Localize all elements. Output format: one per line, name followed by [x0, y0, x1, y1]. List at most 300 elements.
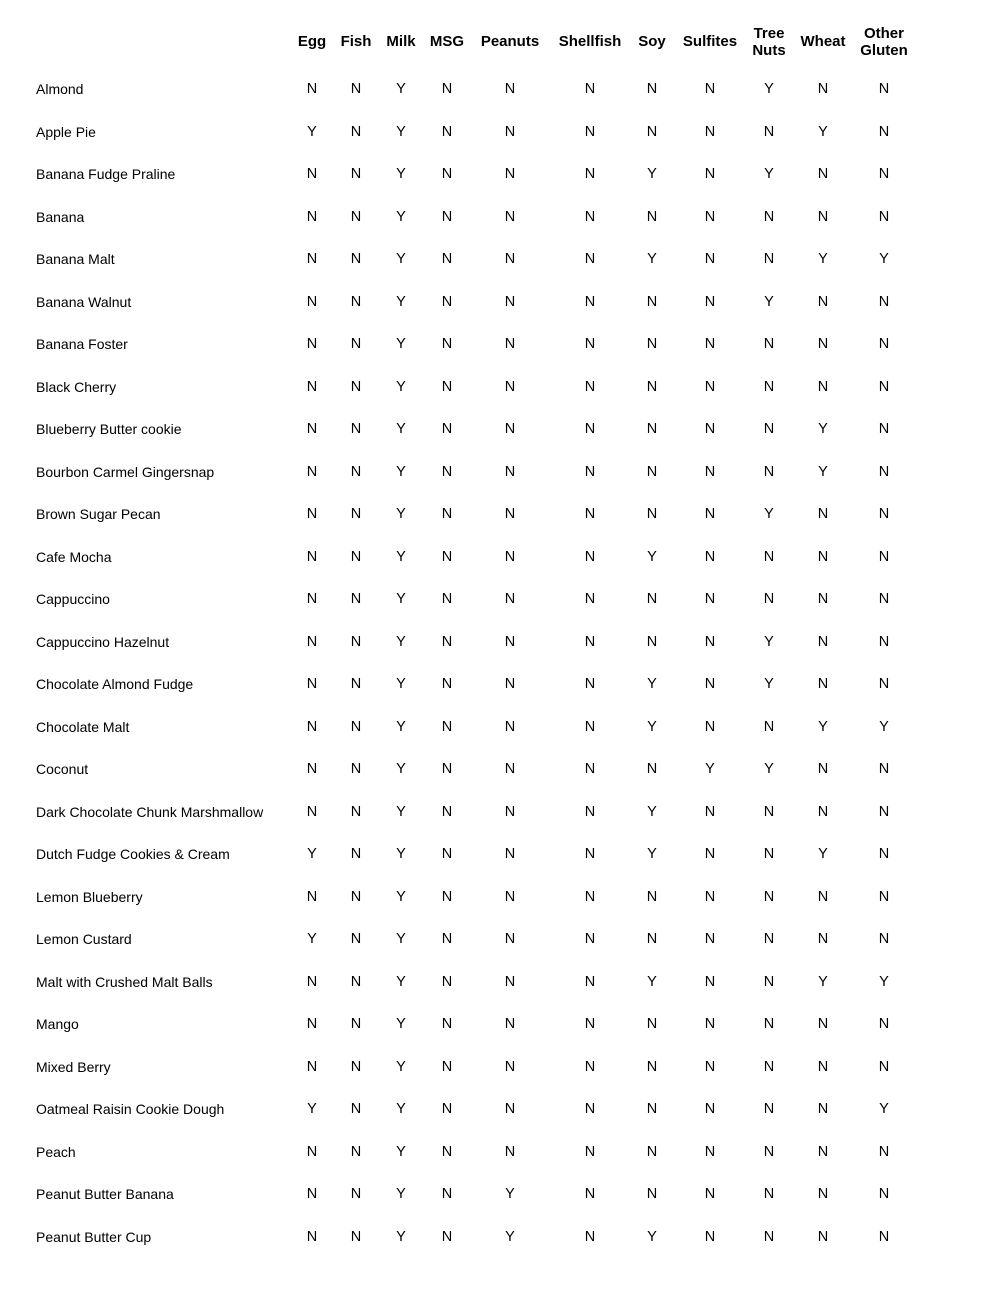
- allergen-value: N: [584, 251, 596, 268]
- allergen-value: N: [584, 1058, 596, 1075]
- allergen-value: N: [704, 123, 716, 140]
- allergen-value: N: [584, 846, 596, 863]
- allergen-value: N: [763, 421, 775, 438]
- allergen-value: N: [646, 506, 658, 523]
- allergen-value: Y: [647, 251, 657, 268]
- allergen-value: N: [646, 123, 658, 140]
- allergen-value: Y: [396, 293, 406, 310]
- allergen-value: N: [878, 803, 890, 820]
- allergen-value: N: [646, 421, 658, 438]
- allergen-value: Y: [818, 421, 828, 438]
- allergen-value: N: [817, 1058, 829, 1075]
- table-row: [0, 621, 914, 664]
- flavor-name: Chocolate Malt: [36, 718, 130, 735]
- flavor-name: Peanut Butter Cup: [36, 1228, 152, 1245]
- allergen-value: N: [306, 1186, 318, 1203]
- allergen-value: N: [584, 1101, 596, 1118]
- flavor-name: Lemon Custard: [36, 931, 132, 948]
- allergen-value: N: [441, 506, 453, 523]
- allergen-value: Y: [396, 251, 406, 268]
- allergen-value: N: [350, 81, 362, 98]
- allergen-value: Y: [647, 718, 657, 735]
- allergen-value: N: [763, 123, 775, 140]
- table-row: [0, 578, 914, 621]
- allergen-value: N: [817, 293, 829, 310]
- allergen-value: N: [441, 123, 453, 140]
- allergen-value: N: [441, 1101, 453, 1118]
- allergen-table: [0, 16, 914, 1258]
- allergen-value: N: [441, 293, 453, 310]
- allergen-value: N: [646, 1016, 658, 1033]
- allergen-value: Y: [879, 251, 889, 268]
- allergen-value: N: [646, 336, 658, 353]
- allergen-value: Y: [396, 1101, 406, 1118]
- allergen-value: N: [763, 548, 775, 565]
- header-row: [0, 16, 914, 68]
- column-header-msg: MSG: [429, 33, 465, 51]
- allergen-value: N: [817, 591, 829, 608]
- allergen-value: N: [350, 1016, 362, 1033]
- allergen-value: Y: [307, 846, 317, 863]
- allergen-value: N: [704, 548, 716, 565]
- allergen-value: N: [584, 208, 596, 225]
- allergen-value: N: [350, 1058, 362, 1075]
- allergen-value: N: [441, 931, 453, 948]
- allergen-value: N: [584, 378, 596, 395]
- allergen-value: N: [504, 591, 516, 608]
- allergen-value: N: [504, 81, 516, 98]
- allergen-value: Y: [705, 761, 715, 778]
- allergen-value: N: [704, 1143, 716, 1160]
- allergen-value: N: [646, 931, 658, 948]
- table-row: [0, 366, 914, 409]
- allergen-value: Y: [764, 506, 774, 523]
- allergen-value: N: [704, 931, 716, 948]
- allergen-value: Y: [396, 888, 406, 905]
- allergen-value: N: [646, 761, 658, 778]
- allergen-value: N: [306, 633, 318, 650]
- table-row: [0, 238, 914, 281]
- allergen-value: N: [878, 591, 890, 608]
- allergen-value: N: [441, 973, 453, 990]
- allergen-value: N: [306, 81, 318, 98]
- allergen-value: N: [306, 1143, 318, 1160]
- table-body: [0, 68, 914, 1258]
- allergen-value: N: [441, 421, 453, 438]
- allergen-value: Y: [396, 378, 406, 395]
- flavor-name: Peanut Butter Banana: [36, 1186, 174, 1203]
- allergen-value: N: [306, 208, 318, 225]
- allergen-value: N: [441, 81, 453, 98]
- allergen-value: N: [504, 973, 516, 990]
- allergen-value: N: [817, 548, 829, 565]
- allergen-value: N: [646, 888, 658, 905]
- flavor-name: Bourbon Carmel Gingersnap: [36, 463, 215, 480]
- allergen-value: N: [817, 761, 829, 778]
- allergen-value: N: [306, 676, 318, 693]
- flavor-name: Coconut: [36, 761, 89, 778]
- allergen-value: N: [350, 123, 362, 140]
- flavor-name: Oatmeal Raisin Cookie Dough: [36, 1101, 225, 1118]
- allergen-value: N: [763, 591, 775, 608]
- allergen-value: N: [504, 208, 516, 225]
- allergen-value: Y: [764, 166, 774, 183]
- allergen-value: N: [350, 378, 362, 395]
- allergen-value: N: [878, 676, 890, 693]
- allergen-value: N: [504, 123, 516, 140]
- allergen-value: N: [817, 166, 829, 183]
- allergen-value: N: [817, 888, 829, 905]
- allergen-value: N: [646, 1186, 658, 1203]
- flavor-name: Almond: [36, 81, 84, 98]
- allergen-value: N: [763, 1143, 775, 1160]
- allergen-value: N: [878, 1143, 890, 1160]
- table-row: [0, 706, 914, 749]
- allergen-value: N: [817, 1016, 829, 1033]
- allergen-value: Y: [818, 123, 828, 140]
- allergen-value: Y: [307, 1101, 317, 1118]
- allergen-value: N: [646, 81, 658, 98]
- column-header-fish: Fish: [340, 33, 372, 51]
- allergen-value: Y: [396, 591, 406, 608]
- allergen-value: Y: [396, 1016, 406, 1033]
- flavor-name: Peach: [36, 1143, 76, 1160]
- table-row: [0, 663, 914, 706]
- allergen-value: N: [584, 81, 596, 98]
- allergen-value: N: [817, 676, 829, 693]
- table-row: [0, 1173, 914, 1216]
- column-header-peanuts: Peanuts: [480, 33, 540, 51]
- allergen-value: N: [306, 463, 318, 480]
- allergen-value: Y: [505, 1228, 515, 1245]
- allergen-value: N: [584, 633, 596, 650]
- allergen-value: N: [763, 846, 775, 863]
- allergen-value: N: [350, 633, 362, 650]
- allergen-value: N: [306, 421, 318, 438]
- allergen-value: Y: [396, 1143, 406, 1160]
- allergen-value: N: [504, 846, 516, 863]
- column-header-shellfish: Shellfish: [558, 33, 622, 51]
- allergen-value: N: [504, 548, 516, 565]
- allergen-value: N: [350, 463, 362, 480]
- allergen-value: N: [350, 931, 362, 948]
- allergen-value: N: [441, 803, 453, 820]
- allergen-value: N: [350, 846, 362, 863]
- allergen-value: N: [704, 1058, 716, 1075]
- allergen-value: N: [350, 803, 362, 820]
- allergen-value: Y: [647, 548, 657, 565]
- allergen-value: N: [441, 846, 453, 863]
- allergen-value: N: [704, 463, 716, 480]
- allergen-value: N: [441, 1016, 453, 1033]
- allergen-value: N: [763, 1101, 775, 1118]
- allergen-value: N: [646, 1101, 658, 1118]
- allergen-value: N: [584, 676, 596, 693]
- allergen-value: N: [504, 293, 516, 310]
- allergen-value: Y: [647, 846, 657, 863]
- table-row: [0, 833, 914, 876]
- allergen-value: N: [441, 1143, 453, 1160]
- allergen-value: N: [584, 548, 596, 565]
- allergen-value: N: [704, 81, 716, 98]
- allergen-value: N: [350, 251, 362, 268]
- flavor-name: Cappuccino: [36, 591, 110, 608]
- allergen-value: N: [350, 1101, 362, 1118]
- allergen-value: N: [350, 506, 362, 523]
- allergen-value: Y: [396, 846, 406, 863]
- allergen-value: N: [584, 761, 596, 778]
- flavor-name: Brown Sugar Pecan: [36, 506, 161, 523]
- allergen-value: N: [584, 931, 596, 948]
- flavor-name: Banana Foster: [36, 336, 128, 353]
- allergen-value: Y: [764, 761, 774, 778]
- flavor-column-header: [0, 16, 290, 68]
- table-row: [0, 876, 914, 919]
- allergen-value: N: [878, 293, 890, 310]
- allergen-value: N: [646, 293, 658, 310]
- table-row: [0, 1003, 914, 1046]
- allergen-value: N: [350, 676, 362, 693]
- allergen-value: N: [817, 378, 829, 395]
- table-row: [0, 323, 914, 366]
- allergen-value: N: [504, 421, 516, 438]
- table-row: [0, 918, 914, 961]
- allergen-value: N: [306, 973, 318, 990]
- allergen-value: N: [306, 1016, 318, 1033]
- table-row: [0, 493, 914, 536]
- allergen-value: N: [350, 293, 362, 310]
- allergen-value: Y: [396, 1228, 406, 1245]
- allergen-value: N: [878, 548, 890, 565]
- allergen-value: Y: [396, 123, 406, 140]
- flavor-name: Mixed Berry: [36, 1058, 111, 1075]
- table-row: [0, 153, 914, 196]
- allergen-value: N: [350, 166, 362, 183]
- flavor-name: Chocolate Almond Fudge: [36, 676, 194, 693]
- allergen-value: Y: [818, 718, 828, 735]
- allergen-value: N: [350, 888, 362, 905]
- allergen-value: N: [704, 676, 716, 693]
- allergen-value: N: [584, 421, 596, 438]
- flavor-name: Apple Pie: [36, 123, 96, 140]
- allergen-value: N: [646, 463, 658, 480]
- allergen-value: N: [350, 1143, 362, 1160]
- allergen-value: N: [441, 208, 453, 225]
- table-row: [0, 451, 914, 494]
- allergen-value: Y: [818, 251, 828, 268]
- allergen-value: N: [817, 81, 829, 98]
- allergen-value: N: [306, 166, 318, 183]
- allergen-value: N: [584, 293, 596, 310]
- allergen-value: N: [878, 166, 890, 183]
- allergen-value: N: [878, 633, 890, 650]
- allergen-value: N: [441, 633, 453, 650]
- allergen-value: N: [584, 463, 596, 480]
- allergen-value: N: [504, 378, 516, 395]
- allergen-value: N: [704, 803, 716, 820]
- table-row: [0, 281, 914, 324]
- allergen-value: N: [646, 591, 658, 608]
- allergen-value: N: [504, 1143, 516, 1160]
- allergen-value: N: [878, 506, 890, 523]
- table-row: [0, 1216, 914, 1259]
- flavor-name: Malt with Crushed Malt Balls: [36, 973, 213, 990]
- allergen-value: N: [306, 591, 318, 608]
- allergen-value: N: [704, 718, 716, 735]
- allergen-value: N: [704, 506, 716, 523]
- allergen-value: Y: [647, 166, 657, 183]
- allergen-value: N: [441, 378, 453, 395]
- allergen-value: N: [306, 378, 318, 395]
- allergen-value: N: [504, 676, 516, 693]
- allergen-value: Y: [396, 166, 406, 183]
- allergen-value: N: [646, 378, 658, 395]
- allergen-value: N: [441, 166, 453, 183]
- allergen-value: N: [763, 931, 775, 948]
- allergen-value: N: [306, 888, 318, 905]
- allergen-value: N: [763, 888, 775, 905]
- flavor-name: Dutch Fudge Cookies & Cream: [36, 846, 230, 863]
- column-header-sulfites: Sulfites: [682, 33, 738, 51]
- allergen-value: Y: [764, 676, 774, 693]
- allergen-value: N: [441, 888, 453, 905]
- allergen-value: Y: [396, 931, 406, 948]
- allergen-value: Y: [647, 1228, 657, 1245]
- column-header-tree-nuts: Tree Nuts: [752, 24, 786, 59]
- allergen-value: Y: [879, 1101, 889, 1118]
- allergen-value: Y: [647, 803, 657, 820]
- allergen-value: Y: [396, 1186, 406, 1203]
- allergen-value: N: [704, 888, 716, 905]
- allergen-value: Y: [396, 973, 406, 990]
- allergen-value: N: [584, 718, 596, 735]
- allergen-value: N: [704, 421, 716, 438]
- allergen-value: N: [584, 973, 596, 990]
- allergen-value: Y: [818, 973, 828, 990]
- flavor-name: Banana Walnut: [36, 293, 132, 310]
- allergen-value: N: [763, 251, 775, 268]
- allergen-value: N: [306, 293, 318, 310]
- allergen-value: Y: [396, 803, 406, 820]
- allergen-value: N: [646, 208, 658, 225]
- allergen-value: N: [817, 506, 829, 523]
- allergen-value: N: [350, 591, 362, 608]
- allergen-value: N: [504, 633, 516, 650]
- allergen-value: N: [817, 633, 829, 650]
- allergen-value: Y: [505, 1186, 515, 1203]
- allergen-value: N: [306, 803, 318, 820]
- allergen-value: N: [504, 1016, 516, 1033]
- allergen-value: N: [504, 931, 516, 948]
- allergen-value: N: [584, 1228, 596, 1245]
- allergen-value: Y: [764, 81, 774, 98]
- allergen-value: N: [878, 931, 890, 948]
- allergen-value: N: [646, 633, 658, 650]
- allergen-value: N: [306, 548, 318, 565]
- flavor-name: Cappuccino Hazelnut: [36, 633, 170, 650]
- allergen-value: N: [504, 718, 516, 735]
- flavor-name: Lemon Blueberry: [36, 888, 143, 905]
- allergen-value: Y: [396, 421, 406, 438]
- allergen-value: N: [584, 123, 596, 140]
- allergen-value: N: [504, 336, 516, 353]
- allergen-value: N: [504, 888, 516, 905]
- allergen-value: Y: [764, 293, 774, 310]
- allergen-value: N: [504, 166, 516, 183]
- allergen-value: N: [817, 803, 829, 820]
- allergen-value: Y: [396, 718, 406, 735]
- allergen-value: N: [704, 1228, 716, 1245]
- table-row: [0, 111, 914, 154]
- allergen-value: N: [441, 1058, 453, 1075]
- allergen-value: N: [704, 1016, 716, 1033]
- allergen-value: N: [763, 1016, 775, 1033]
- allergen-value: N: [504, 1058, 516, 1075]
- allergen-value: N: [878, 1186, 890, 1203]
- allergen-value: N: [504, 506, 516, 523]
- allergen-value: Y: [818, 463, 828, 480]
- allergen-value: N: [350, 718, 362, 735]
- allergen-value: Y: [396, 676, 406, 693]
- allergen-value: N: [350, 761, 362, 778]
- allergen-value: N: [763, 463, 775, 480]
- allergen-value: N: [704, 251, 716, 268]
- allergen-value: N: [878, 463, 890, 480]
- allergen-value: N: [704, 293, 716, 310]
- table-row: [0, 1131, 914, 1174]
- allergen-value: N: [878, 846, 890, 863]
- allergen-value: N: [817, 208, 829, 225]
- allergen-value: N: [350, 548, 362, 565]
- allergen-value: N: [763, 1058, 775, 1075]
- allergen-value: Y: [818, 846, 828, 863]
- flavor-name: Mango: [36, 1016, 79, 1033]
- allergen-value: N: [350, 1228, 362, 1245]
- allergen-value: N: [878, 378, 890, 395]
- allergen-value: N: [306, 506, 318, 523]
- allergen-value: Y: [307, 931, 317, 948]
- allergen-value: N: [646, 1143, 658, 1160]
- flavor-name: Dark Chocolate Chunk Marshmallow: [36, 803, 264, 820]
- allergen-value: N: [441, 591, 453, 608]
- allergen-value: N: [350, 973, 362, 990]
- allergen-value: N: [306, 1058, 318, 1075]
- allergen-value: N: [350, 421, 362, 438]
- column-header-other-gluten: Other Gluten: [860, 24, 908, 59]
- allergen-value: N: [504, 803, 516, 820]
- allergen-value: N: [584, 1016, 596, 1033]
- allergen-value: N: [817, 1228, 829, 1245]
- allergen-value: N: [350, 336, 362, 353]
- flavor-name: Cafe Mocha: [36, 548, 112, 565]
- allergen-value: N: [763, 973, 775, 990]
- table-row: [0, 748, 914, 791]
- allergen-value: N: [306, 718, 318, 735]
- allergen-value: Y: [396, 336, 406, 353]
- allergen-value: N: [504, 463, 516, 480]
- allergen-value: N: [584, 506, 596, 523]
- allergen-value: N: [441, 761, 453, 778]
- allergen-value: N: [763, 1186, 775, 1203]
- flavor-name: Banana Fudge Praline: [36, 166, 176, 183]
- allergen-value: Y: [396, 506, 406, 523]
- allergen-value: N: [763, 803, 775, 820]
- allergen-value: N: [441, 718, 453, 735]
- allergen-value: N: [704, 336, 716, 353]
- column-header-milk: Milk: [386, 33, 416, 51]
- column-header-wheat: Wheat: [800, 33, 846, 51]
- allergen-value: N: [584, 336, 596, 353]
